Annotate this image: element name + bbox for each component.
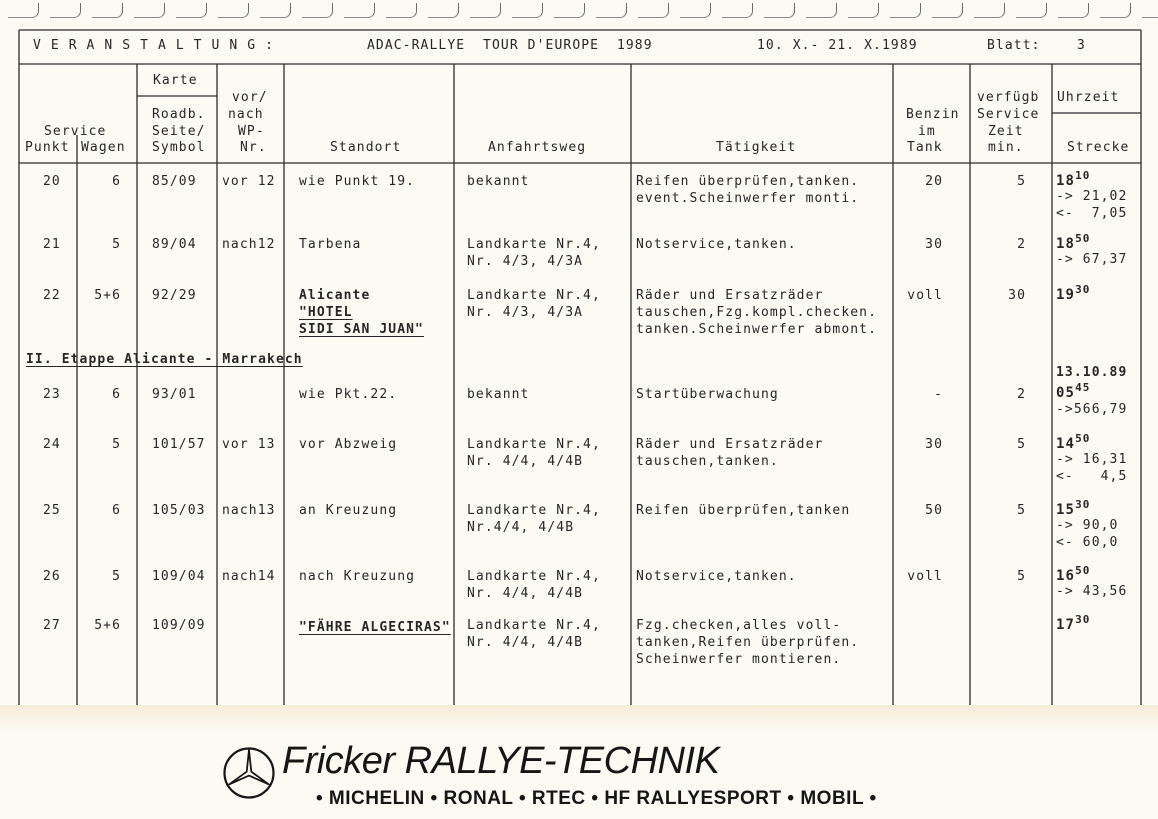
taetigkeit-line: Scheinwerfer montieren. bbox=[636, 652, 842, 667]
service-punkt: 27 bbox=[43, 618, 61, 633]
strecke-line: <- 4,5 bbox=[1056, 469, 1128, 484]
service-zeit: 30 bbox=[1008, 288, 1026, 303]
service-punkt: 21 bbox=[43, 237, 61, 252]
wp-number: vor 12 bbox=[222, 174, 276, 189]
wp-number: vor 13 bbox=[222, 437, 276, 452]
service-wagen: 5 bbox=[112, 569, 121, 584]
benzin-tank: 30 bbox=[925, 237, 943, 252]
col-standort: Standort bbox=[330, 140, 402, 155]
taetigkeit-line: tanken,Reifen überprüfen. bbox=[636, 635, 860, 650]
event-dates: 10. X.- 21. X.1989 bbox=[757, 38, 918, 53]
uhrzeit-hour: 19 bbox=[1056, 287, 1076, 303]
taetigkeit-line: Reifen überprüfen,tanken. bbox=[636, 174, 860, 189]
taetigkeit-line: Startüberwachung bbox=[636, 387, 779, 402]
anfahrtsweg-line: Landkarte Nr.4, bbox=[467, 437, 601, 452]
taetigkeit-line: Räder und Ersatzräder bbox=[636, 288, 824, 303]
sponsor-list: • MICHELIN • RONAL • RTEC • HF RALLYESPORT • MOBIL • bbox=[316, 788, 877, 809]
service-zeit: 5 bbox=[1017, 174, 1026, 189]
col-min: min. bbox=[988, 140, 1024, 155]
uhrzeit-hour: 14 bbox=[1056, 436, 1076, 452]
strecke-line: ->566,79 bbox=[1056, 402, 1128, 417]
taetigkeit-line: Räder und Ersatzräder bbox=[636, 437, 824, 452]
anfahrtsweg-line: Nr. 4/4, 4/4B bbox=[467, 635, 584, 650]
karte-roadbook: 92/29 bbox=[152, 288, 197, 303]
strecke-line: -> 16,31 bbox=[1056, 452, 1128, 467]
col-seite: Seite/ bbox=[152, 124, 206, 139]
anfahrtsweg-line: Nr. 4/3, 4/3A bbox=[467, 254, 584, 269]
taetigkeit-line: Notservice,tanken. bbox=[636, 237, 797, 252]
col-uhrzeit: Uhrzeit bbox=[1057, 90, 1120, 105]
uhrzeit-minute: 50 bbox=[1075, 564, 1091, 577]
karte-roadbook: 93/01 bbox=[152, 387, 197, 402]
taetigkeit-line: tanken.Scheinwerfer abmont. bbox=[636, 322, 878, 337]
col-wagen: Wagen bbox=[81, 140, 126, 155]
uhrzeit-hour: 16 bbox=[1056, 568, 1076, 584]
strecke-line: <- 60,0 bbox=[1056, 535, 1119, 550]
anfahrtsweg-line: Nr. 4/4, 4/4B bbox=[467, 454, 584, 469]
time-date: 13.10.89 bbox=[1056, 365, 1128, 380]
standort-line: vor Abzweig bbox=[299, 437, 398, 452]
col-nach: nach bbox=[228, 107, 264, 122]
uhrzeit bbox=[1056, 613, 1091, 633]
col-taetigkeit: Tätigkeit bbox=[716, 140, 797, 155]
standort-line: SIDI SAN JUAN" bbox=[299, 322, 424, 337]
uhrzeit bbox=[1056, 169, 1091, 189]
footer-strip bbox=[0, 705, 1158, 733]
standort-line: nach Kreuzung bbox=[299, 569, 416, 584]
anfahrtsweg-line: Landkarte Nr.4, bbox=[467, 237, 601, 252]
sheet-number: 3 bbox=[1077, 38, 1086, 53]
col-zeit: Zeit bbox=[988, 124, 1024, 139]
col-service2: Service bbox=[977, 107, 1040, 122]
uhrzeit-minute: 50 bbox=[1075, 232, 1091, 245]
uhrzeit-minute: 10 bbox=[1075, 169, 1091, 182]
service-zeit: 2 bbox=[1017, 387, 1026, 402]
uhrzeit-hour: 18 bbox=[1056, 236, 1076, 252]
uhrzeit-hour: 17 bbox=[1056, 617, 1076, 633]
uhrzeit-hour: 18 bbox=[1056, 173, 1076, 189]
wp-number: nach12 bbox=[222, 237, 276, 252]
benzin-tank: 20 bbox=[925, 174, 943, 189]
header-label: V E R A N S T A L T U N G : bbox=[33, 38, 275, 53]
uhrzeit bbox=[1056, 232, 1091, 252]
karte-roadbook: 85/09 bbox=[152, 174, 197, 189]
uhrzeit-hour: 15 bbox=[1056, 502, 1076, 518]
uhrzeit bbox=[1056, 432, 1091, 452]
benzin-tank: 50 bbox=[925, 503, 943, 518]
three-pointed-star-icon bbox=[222, 746, 276, 800]
col-wp: WP- bbox=[238, 124, 265, 139]
strecke-line: -> 21,02 bbox=[1056, 189, 1128, 204]
anfahrtsweg-line: bekannt bbox=[467, 174, 530, 189]
service-zeit: 5 bbox=[1017, 503, 1026, 518]
service-zeit: 2 bbox=[1017, 237, 1026, 252]
col-im: im bbox=[918, 124, 936, 139]
event-name: ADAC-RALLYE TOUR D'EUROPE 1989 bbox=[367, 38, 653, 53]
karte-roadbook: 105/03 bbox=[152, 503, 206, 518]
benzin-tank: - bbox=[934, 387, 943, 402]
uhrzeit-hour: 05 bbox=[1056, 385, 1076, 401]
service-punkt: 22 bbox=[43, 288, 61, 303]
uhrzeit-minute: 30 bbox=[1075, 613, 1091, 626]
col-vor: vor/ bbox=[232, 90, 268, 105]
strecke-line: -> 43,56 bbox=[1056, 584, 1128, 599]
strecke-line: -> 90,0 bbox=[1056, 518, 1119, 533]
service-wagen: 5 bbox=[112, 437, 121, 452]
uhrzeit-minute: 45 bbox=[1075, 381, 1091, 394]
anfahrtsweg-line: Nr.4/4, 4/4B bbox=[467, 520, 575, 535]
service-punkt: 26 bbox=[43, 569, 61, 584]
uhrzeit-minute: 30 bbox=[1075, 498, 1091, 511]
col-anfahrtsweg: Anfahrtsweg bbox=[488, 140, 587, 155]
sheet-label: Blatt: bbox=[987, 38, 1041, 53]
uhrzeit bbox=[1056, 381, 1091, 401]
anfahrtsweg-line: bekannt bbox=[467, 387, 530, 402]
karte-roadbook: 109/04 bbox=[152, 569, 206, 584]
col-symbol: Symbol bbox=[152, 140, 206, 155]
col-roadb: Roadb. bbox=[152, 107, 206, 122]
service-wagen: 6 bbox=[112, 387, 121, 402]
benzin-tank: voll bbox=[907, 288, 943, 303]
anfahrtsweg-line: Landkarte Nr.4, bbox=[467, 288, 601, 303]
karte-roadbook: 101/57 bbox=[152, 437, 206, 452]
standort-line: an Kreuzung bbox=[299, 503, 398, 518]
col-tank: Tank bbox=[907, 140, 943, 155]
col-punkt: Punkt bbox=[25, 140, 70, 155]
standort-line: Alicante bbox=[299, 288, 371, 303]
uhrzeit bbox=[1056, 283, 1091, 303]
col-nr: Nr. bbox=[240, 140, 267, 155]
anfahrtsweg-line: Nr. 4/3, 4/3A bbox=[467, 305, 584, 320]
karte-roadbook: 109/09 bbox=[152, 618, 206, 633]
service-zeit: 5 bbox=[1017, 569, 1026, 584]
standort-line: Tarbena bbox=[299, 237, 362, 252]
benzin-tank: voll bbox=[907, 569, 943, 584]
taetigkeit-line: tauschen,tanken. bbox=[636, 454, 779, 469]
service-punkt: 20 bbox=[43, 174, 61, 189]
taetigkeit-line: event.Scheinwerfer monti. bbox=[636, 191, 860, 206]
service-wagen: 5 bbox=[112, 237, 121, 252]
standort-line: wie Punkt 19. bbox=[299, 174, 416, 189]
brand-name: Fricker RALLYE-TECHNIK bbox=[282, 740, 720, 782]
wp-number: nach13 bbox=[222, 503, 276, 518]
taetigkeit-line: tauschen,Fzg.kompl.checken. bbox=[636, 305, 878, 320]
taetigkeit-line: Reifen überprüfen,tanken bbox=[636, 503, 851, 518]
anfahrtsweg-line: Nr. 4/4, 4/4B bbox=[467, 586, 584, 601]
uhrzeit-minute: 30 bbox=[1075, 283, 1091, 296]
service-punkt: 24 bbox=[43, 437, 61, 452]
uhrzeit-minute: 50 bbox=[1075, 432, 1091, 445]
wp-number: nach14 bbox=[222, 569, 276, 584]
stage-heading: II. Etappe Alicante - Marrakech bbox=[26, 352, 303, 367]
anfahrtsweg-line: Landkarte Nr.4, bbox=[467, 569, 601, 584]
standort-line: "FÄHRE ALGECIRAS" bbox=[299, 620, 451, 635]
col-service: Service bbox=[44, 124, 107, 139]
service-wagen: 5+6 bbox=[94, 618, 121, 633]
service-wagen: 6 bbox=[112, 174, 121, 189]
service-punkt: 25 bbox=[43, 503, 61, 518]
standort-line: wie Pkt.22. bbox=[299, 387, 398, 402]
benzin-tank: 30 bbox=[925, 437, 943, 452]
karte-roadbook: 89/04 bbox=[152, 237, 197, 252]
col-strecke: Strecke bbox=[1067, 140, 1130, 155]
service-wagen: 5+6 bbox=[94, 288, 121, 303]
service-wagen: 6 bbox=[112, 503, 121, 518]
taetigkeit-line: Fzg.checken,alles voll- bbox=[636, 618, 842, 633]
service-zeit: 5 bbox=[1017, 437, 1026, 452]
standort-line: "HOTEL bbox=[299, 305, 353, 320]
anfahrtsweg-line: Landkarte Nr.4, bbox=[467, 503, 601, 518]
uhrzeit bbox=[1056, 498, 1091, 518]
anfahrtsweg-line: Landkarte Nr.4, bbox=[467, 618, 601, 633]
service-punkt: 23 bbox=[43, 387, 61, 402]
col-verfuegb: verfügb bbox=[977, 90, 1040, 105]
strecke-line: -> 67,37 bbox=[1056, 252, 1128, 267]
taetigkeit-line: Notservice,tanken. bbox=[636, 569, 797, 584]
strecke-line: <- 7,05 bbox=[1056, 206, 1128, 221]
uhrzeit bbox=[1056, 564, 1091, 584]
col-karte: Karte bbox=[153, 73, 198, 88]
col-benzin: Benzin bbox=[906, 107, 960, 122]
